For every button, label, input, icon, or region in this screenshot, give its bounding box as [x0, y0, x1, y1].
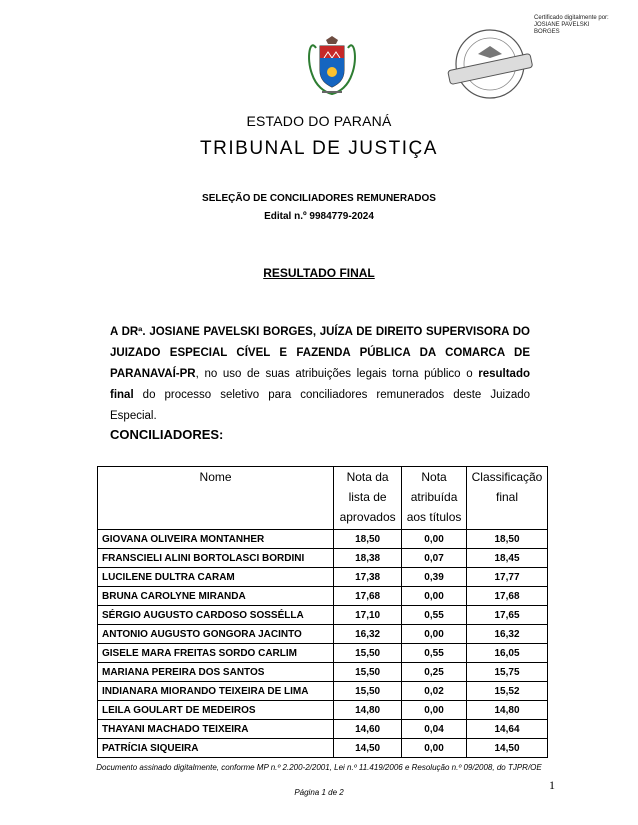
cell-title-score: 0,55: [402, 606, 467, 625]
cell-final-score: 17,77: [467, 568, 548, 587]
cell-title-score: 0,00: [402, 701, 467, 720]
cell-list-score: 14,50: [334, 739, 402, 758]
table-row: [98, 701, 548, 720]
cell-name: ANTONIO AUGUSTO GONGORA JACINTO: [98, 625, 334, 644]
header-title-score: Nota atribuída aos títulos: [402, 467, 467, 530]
table-row: [98, 663, 548, 682]
cell-list-score: 17,38: [334, 568, 402, 587]
cell-name: PATRÍCIA SIQUEIRA: [98, 739, 334, 758]
cell-name: THAYANI MACHADO TEIXEIRA: [98, 720, 334, 739]
cell-title-score: 0,02: [402, 682, 467, 701]
table-row: [98, 606, 548, 625]
results-table: [97, 466, 548, 758]
page-indicator: Página 1 de 2: [294, 788, 344, 797]
result-title: RESULTADO FINAL: [263, 266, 375, 280]
table-row: [98, 530, 548, 549]
cell-list-score: 17,10: [334, 606, 402, 625]
header-list-score: Nota da lista de aprovados: [334, 467, 402, 530]
paragraph-bold-intro: A DRª. JOSIANE PAVELSKI BORGES, JUÍZA DE DIREITO SUPERVISORA DO JUIZADO ESPECIAL CÍVEL E FAZENDA PÚBLICA DA COMARCA DE PARANAVAÍ-PR: [110, 326, 530, 380]
certificate-line: BORGES: [534, 29, 560, 35]
table-row: [98, 644, 548, 663]
cell-name: MARIANA PEREIRA DOS SANTOS: [98, 663, 334, 682]
edital-number: Edital n.º 9984779-2024: [264, 211, 374, 222]
table-row: [98, 549, 548, 568]
cell-title-score: 0,07: [402, 549, 467, 568]
cell-final-score: 16,05: [467, 644, 548, 663]
digital-signature-stamp: [440, 18, 540, 104]
cell-final-score: 14,64: [467, 720, 548, 739]
cell-list-score: 17,68: [334, 587, 402, 606]
cell-final-score: 18,50: [467, 530, 548, 549]
cell-list-score: 16,32: [334, 625, 402, 644]
selection-title: SELEÇÃO DE CONCILIADORES REMUNERADOS: [202, 193, 436, 204]
section-heading: CONCILIADORES:: [110, 427, 224, 442]
cell-title-score: 0,04: [402, 720, 467, 739]
cell-final-score: 14,80: [467, 701, 548, 720]
cell-final-score: 17,68: [467, 587, 548, 606]
cell-list-score: 18,50: [334, 530, 402, 549]
paragraph-text: do processo seletivo para conciliadores remunerados deste Juizado Especial.: [110, 389, 530, 422]
cell-list-score: 15,50: [334, 644, 402, 663]
table-row: [98, 568, 548, 587]
cell-final-score: 14,50: [467, 739, 548, 758]
cell-final-score: 15,75: [467, 663, 548, 682]
cell-final-score: 17,65: [467, 606, 548, 625]
body-paragraph: [110, 322, 530, 427]
selection-block: [0, 190, 638, 226]
page-number: 1: [549, 778, 555, 792]
cell-final-score: 18,45: [467, 549, 548, 568]
cell-title-score: 0,00: [402, 625, 467, 644]
table-row: [98, 720, 548, 739]
cell-list-score: 14,60: [334, 720, 402, 739]
header-name: Nome: [98, 467, 334, 530]
table-row: [98, 739, 548, 758]
cell-final-score: 15,52: [467, 682, 548, 701]
cell-name: SÉRGIO AUGUSTO CARDOSO SOSSÉLLA: [98, 606, 334, 625]
cell-title-score: 0,25: [402, 663, 467, 682]
certificate-line: JOSIANE PAVELSKI: [534, 22, 590, 28]
digital-certificate-note: [534, 15, 609, 36]
cell-final-score: 16,32: [467, 625, 548, 644]
cell-name: GIOVANA OLIVEIRA MONTANHER: [98, 530, 334, 549]
cell-name: BRUNA CAROLYNE MIRANDA: [98, 587, 334, 606]
cell-name: FRANSCIELI ALINI BORTOLASCI BORDINI: [98, 549, 334, 568]
cell-title-score: 0,00: [402, 530, 467, 549]
state-heading: ESTADO DO PARANÁ: [246, 113, 392, 129]
cell-list-score: 15,50: [334, 682, 402, 701]
parana-coat-of-arms-icon: [304, 34, 360, 98]
header-final-rank: Classificação final: [467, 467, 548, 530]
signature-note: Documento assinado digitalmente, conforme MP n.º 2.200-2/2001, Lei n.º 11.419/2006 e Resolução n.º 09/2008, do TJPR/OE: [96, 763, 542, 772]
table-row: [98, 587, 548, 606]
paragraph-bold-term: resultado final: [110, 368, 530, 401]
table-header-row: [98, 467, 548, 530]
cell-list-score: 14,80: [334, 701, 402, 720]
cell-name: LEILA GOULART DE MEDEIROS: [98, 701, 334, 720]
cell-name: LUCILENE DULTRA CARAM: [98, 568, 334, 587]
cell-title-score: 0,39: [402, 568, 467, 587]
cell-title-score: 0,55: [402, 644, 467, 663]
table-row: [98, 682, 548, 701]
certificate-line: Certificado digitalmente por:: [534, 15, 609, 21]
cell-name: GISELE MARA FREITAS SORDO CARLIM: [98, 644, 334, 663]
court-heading: TRIBUNAL DE JUSTIÇA: [200, 138, 438, 159]
cell-name: INDIANARA MIORANDO TEIXEIRA DE LIMA: [98, 682, 334, 701]
cell-title-score: 0,00: [402, 739, 467, 758]
cell-title-score: 0,00: [402, 587, 467, 606]
cell-list-score: 15,50: [334, 663, 402, 682]
table-row: [98, 625, 548, 644]
paragraph-text: , no uso de suas atribuições legais torna público o: [195, 368, 479, 380]
cell-list-score: 18,38: [334, 549, 402, 568]
